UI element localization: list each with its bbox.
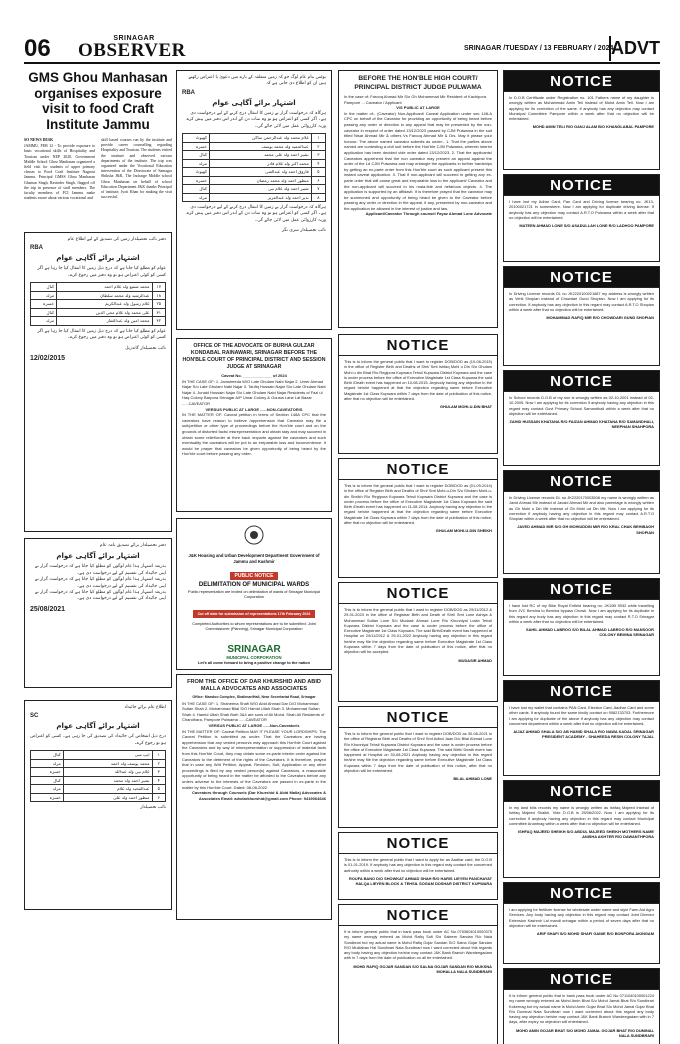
public-notice-footer: Let's all come forward to bring a positive change to the nation bbox=[198, 661, 310, 665]
row-name: منظور احمد ولد محمد رمضان bbox=[209, 176, 311, 185]
urdu-table-row bbox=[31, 785, 166, 794]
public-notice bbox=[176, 518, 332, 670]
story-byline: SO NEWS DESK bbox=[24, 138, 54, 142]
notice-body: I am applying for fertilizer license for wholesale under name and style Farm Aid Agro Services. Any body having any objection in this regard may contact Joint Director Extension Kashmir Lal mandi srinagar within a period of seven days after that no objection will be entertained. bbox=[509, 907, 654, 928]
row-number: ۵ bbox=[311, 168, 325, 177]
row-number: ۳۱ bbox=[152, 308, 166, 317]
row-area: مرلہ bbox=[183, 193, 210, 202]
urdu-footer: نائب تحصیلدار bbox=[140, 805, 166, 811]
notice-signature: MOHD AMIN GOJAR BHAT S/O MOHD JAMAL GOJAR BHAT R/O DUMINAL NALA SUNDBRARI bbox=[516, 1027, 654, 1038]
notice-signature: SAHIL AHMAD LABROO S/O BILAL AHMAD LABROO R/O MANSOOR COLONY BEMINA SRINAGAR bbox=[526, 627, 654, 638]
notice-signature: ARIF SHAFI S/O MOHD SHAFI GANIE R/O BONPORA AKINGAM bbox=[536, 931, 654, 937]
notice-ad bbox=[338, 832, 498, 900]
row-number: ۱۸ bbox=[152, 291, 166, 300]
urdu-table-row bbox=[183, 142, 326, 151]
row-number: ۴ bbox=[311, 159, 325, 168]
column-1 bbox=[24, 70, 172, 688]
row-area: مرلہ bbox=[183, 159, 210, 168]
notice-ad bbox=[338, 904, 498, 1044]
urdu-table bbox=[30, 282, 166, 326]
column-3 bbox=[338, 70, 498, 1044]
urdu-body-2: عوام کو مطلع کیا جاتا ہے کہ درج ذیل زمین کا انتقال کیا جا رہا ہے اگر کسی کو کوئی اعتراض ہو تو وہ دفتر میں رجوع کرے۔ bbox=[37, 328, 166, 341]
urdu-advert-top bbox=[176, 70, 332, 330]
notice-ad bbox=[503, 70, 660, 170]
urdu-body: درج ذیل اشخاص کی جائیداد کی تصدیق کی جا رہی ہے۔ کسی کو اعتراض ہو تو رجوع کرے۔ bbox=[30, 734, 166, 746]
news-story bbox=[24, 138, 172, 224]
story-col-1 bbox=[24, 138, 95, 224]
smc-logo-sub: MUNICIPAL CORPORATION bbox=[226, 655, 282, 660]
newspaper-logo bbox=[78, 35, 190, 60]
urdu-table-row bbox=[31, 300, 166, 309]
row-name: محمد اکبر ولد غلام قادر bbox=[209, 159, 311, 168]
row-number: ۲ bbox=[152, 759, 166, 768]
urdu-intro: دفتر نائب تحصیلدار زمین کی تصدیق کے لیے اطلاع عام bbox=[67, 237, 166, 242]
notice-signature: ISHFAQ MAJEED SHEIKH S/O ABDUL MAJEED SHEIKH MOTHERS NAME ANISHA AKHTER R/O DAWANTHPORA bbox=[518, 829, 654, 840]
notice-body: It is inform general public that in bank pass book under AC No 0753604010000375 my name wrongly entered as Mohd Rafiq Sofi S/o Saleem Sandan R/o Nala Sundbrari but my actual name is Mohd Rafiq Gojar Sandan S/O Salna Gojar Sandan R/O Muklaban Hal Sundbrari Nala Sundbrari now I want corrected about this regards any body having any objection he/she may contact J&K Bank Branch Wandeegadam with in 7 days from the date of publication on all be entertained. bbox=[344, 929, 492, 961]
urdu-table-row bbox=[183, 168, 326, 177]
masthead bbox=[24, 34, 660, 64]
notice-signature: MATEEN AHMAD LONE S/O ASADULLAH LONE R/O LADHOO PAMPORE bbox=[519, 223, 654, 229]
column-3-notices bbox=[338, 334, 498, 1044]
caveat-heading: OFFICE OF THE ADVOCATE OF BURHA GULZAR KONDABAL RAINAWARI, SRINAGAR BEFORE THE HON'BLE COURT OF PRINCIPAL DISTRICT AND SESSION JUDGE AT SRINAGAR bbox=[182, 343, 326, 370]
khurshid-sub: Office: Mandoo Complex, Shalimar/Hall, Near Secretariat Road, Srinagar bbox=[192, 695, 316, 699]
notice-body: This is to inform the general public that I want to register DOB/DOD as (01-09-2014) in the office of Register Birth and Deaths of Shri/ Smt Mohi-u-Din S/o Ghulam Mohi-u-din Sheikh R/o Regipora Kupwara Tehsil Kupwara District Kupwara and the case is under process before the office of Executive Magistrate 1st Class Kupwara the said Birth /Death event has happened on 11-08-2014. Anybody having any objection in the regard he/she happened at that the objection regarding same before Executive Magistrate 1st Class Kupwara within 7 days from the date of publication of this notice, after that no objection will be entertained. bbox=[344, 483, 492, 526]
urdu-body-2: ہرگاہ کہ درخواست گزار نے زمین کا انتقال درج کرنے کے لیے درخواست دی ہے۔ اگر کسی کو اعتراض ہو تو وہ سات دن کے اندر اس دفتر میں پیش کرے ورنہ کارروائی عمل میں لائی جائے گی۔ bbox=[186, 205, 326, 223]
notice-title: NOTICE bbox=[339, 905, 497, 926]
notice-ad bbox=[503, 882, 660, 964]
urdu-body: ہرگاہ کہ درخواست گزار نے زمین کا انتقال درج کرنے کے لیے درخواست دی ہے۔ اگر کسی کو اعتراض ہو تو وہ سات دن کے اندر اس دفتر میں پیش کرے ورنہ کارروائی عمل میں لائی جائے گی۔ bbox=[186, 110, 326, 129]
caveat-notice bbox=[176, 338, 332, 512]
row-number: ۷ bbox=[311, 185, 325, 194]
urdu-table-row bbox=[31, 317, 166, 326]
khurshid-versus: VERSUS PUBLIC AT LARGE ......Non-Caveator/s bbox=[208, 722, 300, 728]
urdu-body-2: بذریعہ اشتہار ہذا عام لوگوں کو مطلع کیا جاتا ہے کہ درخواست گزار نے اپنی جائیداد کی تقسیم کے لیے درخواست دی ہے۔ bbox=[34, 577, 166, 589]
row-area: خسرہ bbox=[31, 793, 64, 802]
row-name: غلام رسول ولد عبدالکریم bbox=[57, 300, 152, 309]
court-body: In the matter of:- (Caveator) Non-Applicant/ Caveat Application under sec 148-A CPC on behalf of the Caveator for providing an opportunity of being heard before passing any order or direction in any appeal that may be presented by the non-caveator in respect of order dated 13/12/2023 passed by CJM Pulwama in the suit titled Nisar Ahmad Mir & others Vs Farooq Ahmad Mir & Ors. May it please your honour: The above named caveator submits as under:- 1. That the parties above named are contesting a civil suit before the Hon'ble CJM Pulwama, wherein interim application has been decided vide order dated 13/12/2023. 2. That the applicants/ Caveators apprehend that the non caveator may present an appeal against the order of the Ld CJM Pulwama and may entangle the applicants in further hardships by getting an ex-parte order from this Hon'ble court as such applicant present this instant caveat application. 3. That if non-applicant will succeed in getting any ex-parte order that will cause great and irreparable loss to the applicant/ Caveator and the non-applicant will succeed in his mala-fide and nefarious objects. 4. The application is supported by an affidavit. It is therefore prayed that the caveator may be summoned and opportunity of being heard be given to the Caveator before passing any order or direction in the appeal, if any, presented by non-caveator and the application be allowed in the interest of justice and law. bbox=[344, 110, 492, 211]
column-2 bbox=[176, 70, 332, 330]
section-label: ADVT bbox=[609, 36, 659, 61]
urdu-table-row bbox=[183, 193, 326, 202]
notice-body: This is to inform the general public that I want to register DOB/DOD as (10-08-2015) in the office of Register Birth and Deaths of Shri/ Smt Ishfaq Mohi u Din S/o Ghulam Mohi u din Bhat R/o Regipora Kupwara Tehsil Kupwara District Kupwara and the case is under process before the office of Executive Magistrate 1st Class Kupwara the said Birth /Death event has happened on 10-08-2015. Anybody having any objection in the regard he/she happened at that the objection regarding same before Executive Magistrate 1st Class Kupwara within 7 days from the date of publication of this notice, after that no objection will be entertained. bbox=[344, 359, 492, 402]
court-parties: In the case of: Farooq Ahmad Mir S/o Gh Mohammad Mir Resident of Kachipora Pampore ... Caveator / Applicant bbox=[344, 94, 487, 105]
row-area: مرلہ bbox=[31, 759, 64, 768]
notice-ad bbox=[338, 334, 498, 454]
court-versus: V/S PUBLIC AT LARGE bbox=[396, 105, 440, 111]
column-2-lower bbox=[176, 338, 332, 920]
court-heading: BEFORE THE HON'BLE HIGH COURT/ PRINCIPAL DISTRICT JUDGE PULWAMA bbox=[354, 75, 482, 91]
urdu-heading: اشتہار برائے آگاہی عوام bbox=[56, 552, 140, 561]
caveat-number: Caveat No. _____________ of 2024 bbox=[221, 373, 287, 378]
row-number: ۱۷ bbox=[152, 283, 166, 292]
logo-brand: OBSERVER bbox=[78, 40, 186, 61]
row-area: کنال bbox=[31, 308, 57, 317]
urdu-table-row bbox=[183, 134, 326, 143]
notice-body: In School records D.O.B of my son is wrongly written as 02-10-2001 instead of 02-10-2005. Now I am applying for its correction if anybody having any objection in this regard may contact Govt Primary School Samandhali within a week after that no objection will be entertained. bbox=[509, 395, 654, 416]
row-name: علی محمد ولد غلام محی الدین bbox=[57, 308, 152, 317]
notice-title: NOTICE bbox=[339, 583, 497, 604]
row-area: خسرہ bbox=[31, 300, 57, 309]
urdu-table-row bbox=[31, 291, 166, 300]
notice-ad bbox=[338, 582, 498, 702]
notice-ad bbox=[503, 370, 660, 466]
row-number: ۸ bbox=[311, 193, 325, 202]
urdu-table-row bbox=[183, 151, 326, 160]
row-area: کنال bbox=[31, 283, 57, 292]
urdu-date: 25/08/2021 bbox=[30, 605, 66, 613]
notice-title: NOTICE bbox=[339, 833, 497, 854]
notice-body: This is to inform the general public that I want to apply for an Aadhar card, the D.O.B is 01-01-2019. If anybody has any objection in this regard may contact the concerned authority within a week after that no objection will be entertained. bbox=[344, 857, 492, 873]
notice-title: NOTICE bbox=[339, 707, 497, 728]
row-number: ۱ bbox=[311, 134, 325, 143]
notice-ad bbox=[503, 780, 660, 878]
row-area: کنال bbox=[31, 776, 64, 785]
row-name: عبدالمجید ولد غلام bbox=[63, 785, 152, 794]
government-emblem-icon bbox=[240, 524, 268, 546]
row-number: ۶ bbox=[311, 176, 325, 185]
caveat-body: IN THE MATTER OF: Caveat petition in terms of Section 148A CPC that the caveators have reason to believe /apprehension that Caveator may file a suit/petition or other type of proceedings before the Hon'ble court and on the grounds of distorted facts/ misrepresentation and obtain stay and may succeed in obtain some relief/order at their back /exparte against the caveators and such eventuality the caveators will be put to an irreparable loss and inconvenience. It would be prayer that caveators be given opportunity of being heard by the Hon'ble court before passing any order. bbox=[182, 412, 326, 457]
row-number: ۲۵ bbox=[152, 300, 166, 309]
notice-body: I have lost my Adhar Card, Pan Card and Driving license bearing no. JK13-20100021721 in somewhere. Now I am applying for duplicate driving license. If anybody has any objection may contact A.R.T.O Pulwama within a week after that no objection will be entertained. bbox=[509, 199, 654, 220]
notice-title: NOTICE bbox=[504, 681, 659, 702]
row-name: ایپ سی bbox=[63, 751, 152, 760]
notice-ad bbox=[503, 470, 660, 574]
notice-title: NOTICE bbox=[504, 267, 659, 288]
row-number: ۳ bbox=[311, 151, 325, 160]
notice-ad bbox=[503, 968, 660, 1044]
urdu-table-row bbox=[31, 793, 166, 802]
row-area: کھیوٹ bbox=[183, 134, 210, 143]
caveat-parties: IN THE CASE OF: 1. Jamsheeda W/O Late Ghulam Nabi Najar 2. Umer Ahmad Najar S/o Late Ghulam Nabi Najar 3. Taufiq Hussain Najar S/o Late Ghulam Nabi Najar 4. Junaid Hussain Najar S/o Late Ghulam Nabi Najar Residents of Fazl ul Haq Colony Barpora Srinagar A/P Umar Colony & Gousia Lane Lal Bazar ......CAVEATOR bbox=[182, 378, 326, 406]
row-area: خسرہ bbox=[183, 176, 210, 185]
urdu-table-row bbox=[31, 751, 166, 760]
notice-signature: ZAHID HUSSAIN KHATANA R/O FAIZAN AHMAD KHATANA R/O SAMANDHALI, NEEPHAN SHAHPORA bbox=[509, 419, 654, 430]
notice-ad bbox=[338, 458, 498, 578]
row-area: مرلہ bbox=[31, 317, 57, 326]
row-number: ۴ bbox=[152, 776, 166, 785]
court-sign: Applicant/Caveator Through counsel Fayaz Ahmad Lone Advocate bbox=[365, 211, 492, 217]
public-notice-text: Public representation are invited on delimitation of wards of Srinagar Municipal Corporation bbox=[188, 590, 320, 599]
row-name: غلام نبی ولد عبدالله bbox=[63, 768, 152, 777]
column-4-notices bbox=[503, 70, 660, 1044]
notice-body: In D.O.B Certificate under Registration no. 101 Fathers name of my daughter is wrongly written as Mohammad Amin Teli instead of Mohd Amin Teli. Now I am applying for its correction of the same. If anybody has any objection may contact Municipal Committee Pampore within a week after that no objection will be entertained. bbox=[509, 95, 654, 122]
story-headline: GMS Ghou Manhasan organises exposure visit to food Craft Institute Jammu bbox=[28, 70, 168, 132]
notice-ad bbox=[338, 706, 498, 828]
court-notice bbox=[338, 70, 498, 328]
notice-body: In Driving License records DL no JK2220170003508 my name is wrongly written as Javid Ahmad Mir instead of Javaid Ahmad Mir and also parentage is wrongly written as Gh Mohi u Din Mir instead of Gh Mohi ud Din Mir. Now I am applying for its correction if anybody having any objection in this regard may contact A.R.T.O Shopian within a week after that no objection will be entertained. bbox=[509, 495, 654, 522]
urdu-ref: SC bbox=[30, 713, 39, 720]
story-col-2: skill based courses run by the institute and provide career counselling regarding Hospitality and Tourism. The students visited the institute and observed various departments of the institute. The trip was organized under the Vocational Education intervention of the Directorate of Samagra Shiksha J&K. The Incharge Middle school Ghou Manhasan on behalf of school Education Department J&K thanks Principal of institute, Jyoti Khan for making the visit successful. bbox=[101, 138, 172, 200]
notice-signature: GHULAM MOHI-U-DIN SHEIKH bbox=[435, 528, 492, 534]
row-number: ۲ bbox=[311, 142, 325, 151]
urdu-heading: اشتہار برائے آگاہی عوام bbox=[56, 722, 140, 731]
column-4 bbox=[503, 70, 660, 1044]
notice-ad bbox=[503, 680, 660, 776]
khurshid-heading: FROM THE OFFICE OF DAR KHURSHID AND ABID MALLA ADVOCATES AND ASSOCIATES bbox=[187, 679, 321, 692]
row-name: محمد یوسف ولد احمد bbox=[63, 759, 152, 768]
notice-title: NOTICE bbox=[504, 579, 659, 600]
row-name: فاروق احمد ولد عبدالغنی bbox=[209, 168, 311, 177]
notice-signature: MUDASIR AHMAD bbox=[458, 657, 492, 663]
row-area: کنال bbox=[31, 751, 64, 760]
page-number: 06 bbox=[24, 35, 51, 62]
khurshid-sign: Caveators through Counsels (Dar Khurshid & Abid Malla) Advocates & Associates Email: advdarkhurshid@gmail.com Phone: 9419064646 bbox=[192, 790, 326, 801]
notice-body: In my land bills records my name is wrongly written as Ishfaq Majeed instead of Ishfaq Majeed Shaikh. Vide D.O.B is 25/06/2022. Now I am applying for its correction if anybody having any objection in this regard may contact Municipal committee Anantnag within a week after that no objection will be entertained. bbox=[509, 805, 654, 826]
khurshid-notice bbox=[176, 674, 332, 920]
urdu-ref: RBA bbox=[30, 245, 43, 252]
row-name: شبیر احمد ولد غلام نبی bbox=[209, 185, 311, 194]
notice-body: I have lost my wallet that contains PAN Card, Election Card, Aadhar Card and some other cards. If anybody found the same kindly contact on 9082133703. Furthermore I am applying for duplicate of the above if anybody has any objection may contact concerned department within a week after that no objection will be entertained. bbox=[509, 705, 654, 726]
public-notice-title: DELIMITATION OF MUNICIPAL WARDS bbox=[198, 582, 310, 588]
notice-body: In Driving License records DL no JK2220100021687 my address is wrongly written as Vehil Shopian instead of Chowdari Gund Shopian. Now I am applying for its correction. If anybody has any objection in this regard may contact A.R.T.O Shopian within a week after that no objection will be entertained. bbox=[509, 291, 654, 312]
notice-signature: BILAL AHMAD LONE bbox=[453, 776, 492, 782]
notice-title: NOTICE bbox=[504, 883, 659, 904]
row-name: بشیر احمد ولد علی محمد bbox=[209, 151, 311, 160]
urdu-body: بذریعہ اشتہار ہذا عام لوگوں کو مطلع کیا جاتا ہے کہ درخواست گزار نے اپنی جائیداد کی تقسیم کے لیے درخواست دی ہے۔ bbox=[34, 564, 166, 576]
urdu-body: عوام کو مطلع کیا جاتا ہے کہ درج ذیل زمین کا انتقال کیا جا رہا ہے اگر کسی کو کوئی اعتراض ہو تو وہ دفتر میں رجوع کرے۔ bbox=[37, 266, 166, 278]
row-area: کنال bbox=[183, 151, 210, 160]
story-text-1: JAMMU, FEB 12 - To provide exposure to basic vocational skills of Hospitality and Tourism under NEP 2020, Government Middle School Ghou Manhasan organized a field visit for students of upper primary classes to Food Craft Institute Nagrota Jammu. Principal GMSS Ghou Manhasan Ghansar Singh, Ravinder Singh, flagged off the trip in presence of staff members. The faculty members of FCI Jammu make students aware about various vocational and bbox=[24, 144, 95, 201]
urdu-date: 12/02/2015 bbox=[30, 354, 66, 362]
row-area: مرلہ bbox=[31, 785, 64, 794]
notice-body: This is to inform the general public that I want to register DOB/DOD as 29/11/2012 & 29-01-2023 in the office of Registrar Birth and Death of Shri/ Smt Lone Ashiya & Mohammad Sultan Lone S/o Mudasir Ahmad Lone R/o Khunniyal Lolab Tehsil Kupwara District Kupwara and the case is under process before the office of Executive Magistrate 1st Class Kupwara. The said Birth/Death event has happened at Hospital on 29/11/2012 & 29-01-2022 Anybody having any objection in this regard he/she may file the objection regarding same before Executive Magistrate 1st Class Kupwara within 7 days from the date of publication of this notice, after that no objection will be accepted. bbox=[344, 607, 492, 655]
row-area: مرلہ bbox=[31, 291, 57, 300]
row-area: کھیوٹ bbox=[183, 168, 210, 177]
public-notice-cutoff: Cut off date for submission of representations 17th February 2024 bbox=[193, 610, 316, 618]
urdu-footer: نائب تحصیلدار سری نگر bbox=[281, 228, 326, 234]
urdu-intro: نوٹس بنام عام لوگ جو کہ زمین متعلقہ کے بارے میں دعویٰ یا اعتراض رکھتے ہیں ان کو اطلاع دی جاتی ہے کہ bbox=[188, 75, 326, 87]
urdu-table-row bbox=[31, 308, 166, 317]
notice-title: NOTICE bbox=[504, 781, 659, 802]
urdu-body-3: بذریعہ اشتہار ہذا عام لوگوں کو مطلع کیا جاتا ہے کہ درخواست گزار نے اپنی جائیداد کی تقسیم کے لیے درخواست دی ہے۔ bbox=[34, 590, 166, 602]
urdu-table-row bbox=[31, 759, 166, 768]
notice-body: It is inform general public that in bank pass book under AC No 0711040100001224 my name wrongly entered as Mohd Amin Bhat S/o Mohd Jamal Bhat R/o Sundbrari Kokernag but my actual name is Mohd Amin Gojar Bhat S/o Mohd Jamal Gojar Bhat R/o Duminal Nala Sundbrari now I want corrected about this regard any body having any objection he/she may contact J&K Bank Branch Wandeegadam with in 7 days, after expiry no objection will entertained. bbox=[509, 993, 654, 1025]
smc-logo: SRINAGAR bbox=[227, 644, 281, 655]
notice-title: NOTICE bbox=[339, 459, 497, 480]
notice-title: NOTICE bbox=[504, 471, 659, 492]
notice-ad bbox=[503, 578, 660, 676]
public-notice-dept: J&K Housing and Urban Development Department Government of Jammu and Kashmir bbox=[188, 553, 320, 564]
urdu-intro: دفتر تحصیلدار برائے تصدیق نامہ عام bbox=[99, 543, 166, 548]
row-name: منظور احمد ولد علی bbox=[63, 793, 152, 802]
caveat-versus: VERSUS PUBLIC AT LARGE ......NON-CAVEATOR/S bbox=[205, 406, 303, 412]
urdu-table-row bbox=[183, 176, 326, 185]
urdu-advert-mid bbox=[24, 538, 172, 688]
row-number: ۳۲ bbox=[152, 317, 166, 326]
row-number: ۳ bbox=[152, 768, 166, 777]
urdu-table-row bbox=[31, 776, 166, 785]
row-name: محمد امین ولد عبدالغفار bbox=[57, 317, 152, 326]
urdu-heading: اشتہار برائے آگاہی عوام bbox=[56, 254, 140, 263]
khurshid-body: IN THE MATTER OF: Caveat Petition MAY IT PLEASE YOUR LORDSHIPS: The Caveat Petition is submitted as under: That the Caveators are having apprehension that any vested person/s may approach this Hon'ble Court against the Caveators and by way of misrepresentation or suppression of material facts from this Hon'ble Court, they may obtain some ex-parte interim order against the Caveators to the detriment of the rights of the Caveators. It is therefore, prayed that in case any Writ Petition, Appeal, Revision, Suit, Application or any other proceedings is filed by any vested person(s) against Caveators, a reasonable opportunity of being heard in the matter be afforded to the Caveators before any orders adverse to the interests of the Caveators are passed in ex-parte in the matter by this Hon'ble Court. Dated: 08-08-2022 bbox=[182, 728, 326, 790]
urdu-table-row bbox=[31, 768, 166, 777]
notice-title: NOTICE bbox=[504, 969, 659, 990]
urdu-table bbox=[182, 133, 326, 202]
urdu-table bbox=[30, 750, 166, 802]
row-area: خسرہ bbox=[183, 142, 210, 151]
notice-signature: AIJAZ AHMAD SHALA S/O AB HAMID SHALA R/O NAWA KADAL SRINAGAR PRESIDENT ACADEMY - SHAHEEDA RESIN COLONY TAJAL bbox=[513, 729, 654, 740]
row-name: عبدالرشید ولد محمد سلطان bbox=[57, 291, 152, 300]
row-name: غلام محمد ولد عبدالرحمن ساکن bbox=[209, 134, 311, 143]
row-name: محمد شفیع ولد غلام احمد bbox=[57, 283, 152, 292]
urdu-advert-bottom bbox=[24, 700, 172, 910]
notice-title: NOTICE bbox=[504, 71, 659, 92]
notice-title: NOTICE bbox=[339, 335, 497, 356]
notice-signature: MOHD RAFIQ GOJAR SANDAN S/O SALNA GOJAR SANDAN R/O MUKSNA MOHALLA NALA SUNDBRARI bbox=[353, 963, 492, 974]
notice-signature: MOHD AMIN TELI R/O GANJ ALAM B/O KHANGLABAL PAMPORE bbox=[532, 124, 654, 130]
notice-body: This is to inform the general public that I want to register DOB/DOD as 30-08-2021 in the office of Registrar Birth and Deaths of Shri/ Smt Adbul Jaan D/o Bilal Ahmad Lone R/o Khunniyal Tehsil Kupwara District Kupwara and the case is under process before the office of Executive Magistrate 1st Class Kupwara. The said Birth/ Death event has happened at Hospital on 30-08-2021 Anybody having any objection in this regard he/she may file the objection regarding same before Executive Magistrate 1st Class Kupwara within 7 days from the date of publication of this notice, after that no objection will be entertained. bbox=[344, 731, 492, 774]
row-number: ۱ bbox=[152, 751, 166, 760]
notice-body: I have lost RC of my Bike Royal Enfield bearing no. JK10B 5932 while travelling from JVC Bemina to Bemina bypass Chowk. Now I am applying for its duplicate in this regard any body has any objection in this regard may contact R.T.O Srinagar within a week after that no objection will be entertained. bbox=[509, 603, 654, 624]
column-1-bottom bbox=[24, 700, 172, 910]
public-notice-text-2: Completed Authorities to whom representations are to be submitted: Joint Commissioner (Planning), Srinagar Municipal Corporation bbox=[192, 622, 316, 631]
urdu-ref: RBA bbox=[182, 89, 195, 96]
notice-signature: GHULAM MOHI-U-DIN BHAT bbox=[439, 404, 492, 410]
urdu-table-row bbox=[183, 159, 326, 168]
notice-ad bbox=[503, 174, 660, 262]
row-area: کنال bbox=[183, 185, 210, 194]
row-name: بشیر احمد ولد محمد bbox=[63, 776, 152, 785]
notice-signature: MOHAMMAD RAFIQ MIR R/O CHOWDARI GUND SHOPIAN bbox=[546, 315, 654, 321]
public-notice-badge: PUBLIC NOTICE bbox=[230, 572, 279, 580]
row-number: ۵ bbox=[152, 785, 166, 794]
notice-signature: JAVED AHMAD MIR S/O GH MOHIUDDIN MIR R/O KRAL CHAK BEHIBAGH SHOPIAN bbox=[517, 524, 654, 535]
row-name: نذیر احمد ولد عبدالعزیز bbox=[209, 193, 311, 202]
row-number: ۶ bbox=[152, 793, 166, 802]
logo-city: SRINAGAR bbox=[113, 35, 155, 42]
urdu-table-row bbox=[31, 283, 166, 292]
urdu-heading: اشتہار برائے آگاہی عوام bbox=[212, 98, 296, 107]
row-area: خسرہ bbox=[31, 768, 64, 777]
urdu-footer: نائب تحصیلدار گاندربل bbox=[125, 345, 166, 351]
khurshid-parties: IN THE CASE OF: 1. Shaheena Shafi W/O Abid Ahmad Dar D/O Mohammad Sultan Shah 2. Mohammad Bilal S/O Hamid Ullah Shah 3. Mohammad Sultan Shah 4. Hamid Ullah Shah Both 3&4 are sons of Ali Mohd. Shah All Residents of Chandhara, Pampore Pulwama ......CAVEATOR bbox=[182, 700, 325, 723]
urdu-intro: اطلاع عام برائے جائیداد bbox=[124, 705, 166, 710]
notice-title: NOTICE bbox=[504, 371, 659, 392]
row-name: عبدالحمید ولد محمد یوسف bbox=[209, 142, 311, 151]
urdu-table-row bbox=[183, 185, 326, 194]
notice-title: NOTICE bbox=[504, 175, 659, 196]
urdu-advert-left bbox=[24, 232, 172, 532]
dateline: SRINAGAR /TUESDAY / 13 FEBRUARY / 2024 bbox=[464, 45, 614, 52]
notice-signature: ROUFA BANO D/O SHOWKAT AHMAD SHAH R/O HARIS LIEYEN PANCHAYAT HALQA LIEYEN BLOCK & TEHSIL SOGAM DOSHAR DISTRICT KUPWARA bbox=[349, 875, 492, 887]
notice-ad bbox=[503, 266, 660, 366]
